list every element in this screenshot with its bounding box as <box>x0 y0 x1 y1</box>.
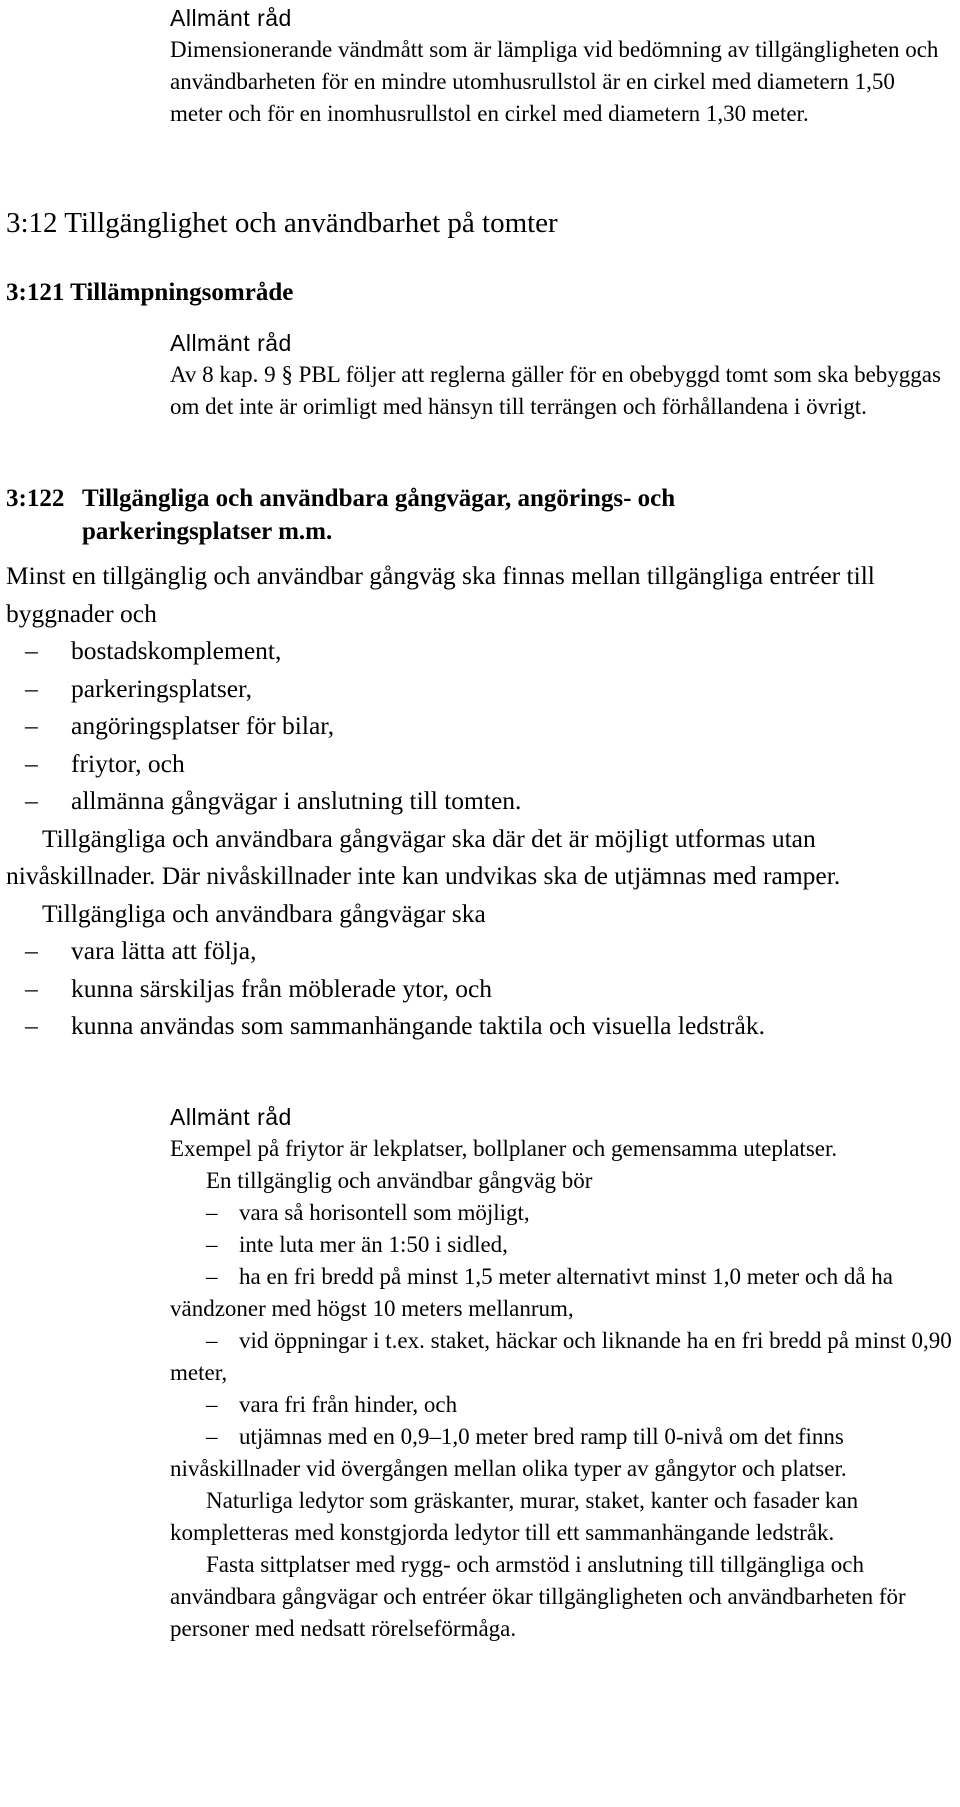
list-item: – kunna användas som sammanhängande taktila och visuella ledstråk. <box>6 1007 958 1045</box>
list-item: – vara lätta att följa, <box>6 932 958 970</box>
general-advice-text: Av 8 kap. 9 § PBL följer att reglerna gäller för en obebyggd tomt som ska bebyggas om det inte är orimligt med hänsyn till terrängen och förhållandena i övrigt. <box>170 362 941 419</box>
general-advice-text: Dimensionerande vändmått som är lämpliga vid bedömning av tillgängligheten och användbarheten för en mindre utomhusrullstol är en cirkel med diametern 1,50 meter och för en inomhusrullstol en cirkel med diametern 1,30 meter. <box>170 37 939 126</box>
dash-bullet: – <box>25 748 38 778</box>
dash-bullet: – <box>25 973 38 1003</box>
list-item: – bostadskomplement, <box>6 632 958 670</box>
dash-bullet: – <box>206 1424 218 1449</box>
list-item: – friytor, och <box>6 745 958 783</box>
list-item: – ha en fri bredd på minst 1,5 meter alternativt minst 1,0 meter och då ha vändzoner med högst 10 meters mellanrum, <box>170 1261 955 1325</box>
dash-bullet: – <box>206 1264 218 1289</box>
general-advice-label: Allmänt råd <box>170 330 292 356</box>
dash-bullet: – <box>206 1328 218 1353</box>
subsection-title-line1: Tillgängliga och användbara gångvägar, angörings- och <box>82 485 676 512</box>
general-advice-content <box>170 1133 955 1645</box>
general-advice-block <box>170 1101 955 1645</box>
destination-list <box>6 632 958 820</box>
subsection-heading-3-121: 3:121 Tillämpningsområde <box>6 279 294 306</box>
list-item: – kunna särskiljas från möblerade ytor, och <box>6 970 958 1008</box>
advice-list <box>170 1197 955 1485</box>
list-item: – inte luta mer än 1:50 i sidled, <box>170 1229 955 1261</box>
regulation-text <box>6 557 958 1045</box>
dash-bullet: – <box>206 1200 218 1225</box>
advice-paragraph: Exempel på friytor är lekplatser, bollplaner och gemensamma uteplatser. <box>170 1136 838 1161</box>
subsection-number: 3:122 <box>6 485 65 512</box>
general-advice-block <box>170 2 950 130</box>
dash-bullet: – <box>25 786 38 815</box>
requirement-list <box>6 932 958 1045</box>
general-advice-label: Allmänt råd <box>170 1104 292 1130</box>
dash-bullet: – <box>25 636 38 665</box>
dash-bullet: – <box>25 1011 38 1040</box>
dash-bullet: – <box>25 673 38 703</box>
subsection-heading-3-122 <box>6 482 956 548</box>
list-item: – angöringsplatser för bilar, <box>6 707 958 745</box>
dash-bullet: – <box>25 936 38 965</box>
advice-paragraph: En tillgänglig och användbar gångväg bör <box>206 1168 593 1193</box>
dash-bullet: – <box>206 1392 218 1417</box>
list-item: – utjämnas med en 0,9–1,0 meter bred ramp till 0-nivå om det finns nivåskillnader vid övergången mellan olika typer av gångytor och platser. <box>170 1421 955 1485</box>
regulation-paragraph: Tillgängliga och användbara gångvägar ska där det är möjligt utformas utan nivåskillnader. Där nivåskillnader inte kan undvikas ska de utjämnas med ramper. <box>6 823 841 890</box>
list-item: – vara fri från hinder, och <box>170 1389 955 1421</box>
advice-paragraph: Naturliga ledytor som gräskanter, murar, staket, kanter och fasader kan kompletteras med konstgjorda ledytor till ett sammanhängande ledstråk. <box>170 1488 859 1545</box>
section-heading: 3:12 Tillgänglighet och användbarhet på tomter <box>6 207 558 239</box>
list-item: – vid öppningar i t.ex. staket, häckar och liknande ha en fri bredd på minst 0,90 meter, <box>170 1325 955 1389</box>
list-item: – parkeringsplatser, <box>6 670 958 708</box>
dash-bullet: – <box>206 1232 218 1257</box>
advice-paragraph: Fasta sittplatser med rygg- och armstöd i anslutning till tillgängliga och användbara gångvägar och entréer ökar tillgängligheten och användbarheten för personer med nedsatt rörelseförmåga. <box>170 1552 906 1641</box>
general-advice-label: Allmänt råd <box>170 5 292 31</box>
general-advice-block <box>170 327 950 423</box>
regulation-paragraph: Tillgängliga och användbara gångvägar ska <box>42 898 486 928</box>
list-item: – allmänna gångvägar i anslutning till tomten. <box>6 782 958 820</box>
list-item: – vara så horisontell som möjligt, <box>170 1197 955 1229</box>
regulation-intro: Minst en tillgänglig och användbar gångväg ska finnas mellan tillgängliga entréer till byggnader och <box>6 561 875 628</box>
dash-bullet: – <box>25 711 38 740</box>
subsection-title-line2: parkeringsplatser m.m. <box>82 518 333 545</box>
